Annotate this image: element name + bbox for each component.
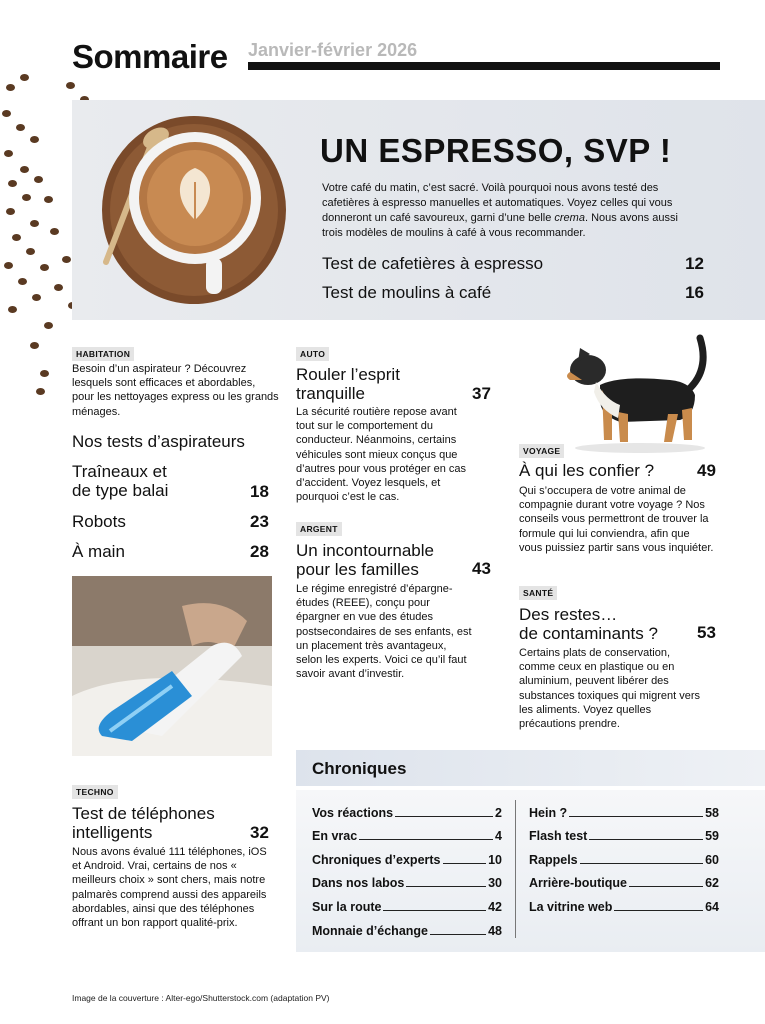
header-rule — [248, 62, 720, 70]
section-tag-voyage: VOYAGE — [519, 444, 564, 458]
leader-line — [406, 886, 486, 887]
leader-line — [569, 816, 703, 817]
habitation-blurb: Besoin d’un aspirateur ? Découvrez lesquels sont efficaces et abordables, pour les nettoyages express ou les grands ménages. — [72, 363, 279, 418]
leader-line — [395, 816, 493, 817]
auto-heading[interactable] — [296, 365, 400, 403]
heading-line: de contaminants ? — [519, 624, 658, 643]
chronique-page: 42 — [488, 900, 502, 914]
leader-line — [443, 863, 487, 864]
section-tag-argent: ARGENT — [296, 522, 342, 536]
section-tag-auto: AUTO — [296, 347, 329, 361]
chronique-page: 48 — [488, 924, 502, 938]
habitation-heading: Nos tests d’aspirateurs — [72, 432, 245, 451]
handheld-vacuum-photo — [72, 576, 272, 756]
habitation-page-traineaux: 18 — [250, 482, 269, 501]
chronique-item[interactable] — [529, 900, 719, 914]
chronique-item[interactable] — [529, 853, 719, 867]
chronique-label: Sur la route — [312, 900, 382, 914]
chronique-label: En vrac — [312, 829, 358, 843]
sante-page: 53 — [697, 623, 716, 642]
heading-line: Rouler l’esprit — [296, 365, 400, 384]
chronique-label: Chroniques d’experts — [312, 853, 441, 867]
voyage-heading[interactable]: À qui les confier ? — [519, 461, 655, 480]
chronique-page: 64 — [705, 900, 719, 914]
hero-item-label: Test de moulins à café — [322, 283, 492, 302]
leader-line — [430, 934, 486, 935]
section-tag-sante: SANTÉ — [519, 586, 557, 600]
chronique-page: 59 — [705, 829, 719, 843]
chronique-item[interactable] — [312, 853, 502, 867]
hero-item-label: Test de cafetières à espresso — [322, 254, 544, 273]
chronique-label: Dans nos labos — [312, 876, 405, 890]
sante-heading[interactable] — [519, 605, 658, 643]
item-label-line: de type balai — [72, 481, 169, 500]
voyage-blurb: Qui s’occupera de votre animal de compagnie durant votre voyage ? Nos conseils vous permettront de trouver la formule qui lui conviendra, afin que vous puissiez partir sans vous inquiéter. — [519, 485, 714, 554]
hero-intro: Votre café du matin, c’est sacré. Voilà pourquoi nous avons testé des cafetières à espresso manuelles et automatiques. Voyez celles qui vous donneront un café savoureux, garni d’une belle crema. Nous avons aussi trois modèles de moulins à café à vous recommander. — [322, 182, 678, 239]
item-label-line: Traîneaux et — [72, 462, 167, 481]
heading-line: pour les familles — [296, 560, 419, 579]
chronique-label: Flash test — [529, 829, 588, 843]
chronique-item[interactable] — [312, 806, 502, 820]
espresso-cup-illustration — [92, 112, 292, 307]
chronique-label: Hein ? — [529, 806, 568, 820]
chronique-item[interactable] — [312, 900, 502, 914]
chronique-label: Monnaie d’échange — [312, 924, 428, 938]
leader-line — [629, 886, 703, 887]
section-tag-habitation: HABITATION — [72, 347, 134, 361]
leader-line — [589, 839, 703, 840]
techno-page: 32 — [250, 823, 269, 842]
hero-title: UN ESPRESSO, SVP ! — [320, 132, 672, 169]
techno-blurb: Nous avons évalué 111 téléphones, iOS et Android. Vrai, certains de nos « meilleurs choix » sont chers, mais notre palmarès comprend aussi des appareils abordables, ainsi que des téléphones offrant un bon rapport qualité-prix. — [72, 846, 267, 930]
chroniques-divider — [515, 800, 516, 938]
habitation-item-traineaux[interactable] — [72, 462, 168, 500]
chronique-item[interactable] — [529, 876, 719, 890]
habitation-item-main[interactable]: À main — [72, 542, 125, 561]
chronique-page: 58 — [705, 806, 719, 820]
auto-blurb: La sécurité routière repose avant tout sur le comportement du conducteur. Néanmoins, certains véhicules sont mieux conçus que d’autres pour vous protéger en cas d’accident. Voyez lesquels, et pourquoi c’est le cas. — [296, 406, 466, 504]
chronique-page: 4 — [495, 829, 502, 843]
chronique-label: Arrière-boutique — [529, 876, 627, 890]
chronique-item[interactable] — [312, 829, 502, 843]
chronique-item[interactable] — [529, 829, 719, 843]
chronique-page: 30 — [488, 876, 502, 890]
heading-line: tranquille — [296, 384, 365, 403]
argent-blurb: Le régime enregistré d’épargne-études (REEE), conçu pour épargner en vue des études postsecondaires de ses enfants, est un placement très avantageux, selon les experts. Voici ce qu’il faut savoir avant d’investir. — [296, 583, 472, 681]
habitation-page-robots: 23 — [250, 512, 269, 531]
heading-line: Test de téléphones — [72, 804, 215, 823]
heading-line: intelligents — [72, 823, 153, 842]
hero-item-grinders[interactable] — [322, 283, 704, 303]
heading-line: Un incontournable — [296, 541, 434, 560]
section-tag-techno: TECHNO — [72, 785, 118, 799]
cover-credit: Image de la couverture : Alter-ego/Shutterstock.com (adaptation PV) — [72, 993, 330, 1003]
habitation-item-robots[interactable]: Robots — [72, 512, 126, 531]
chronique-label: La vitrine web — [529, 900, 613, 914]
chronique-item[interactable] — [529, 806, 719, 820]
hero-item-page: 16 — [685, 283, 704, 302]
hero-item-espresso[interactable] — [322, 254, 704, 274]
issue-date: Janvier-février 2026 — [248, 40, 418, 60]
chronique-item[interactable] — [312, 924, 502, 938]
techno-heading[interactable] — [72, 804, 215, 842]
chronique-page: 10 — [488, 853, 502, 867]
chronique-page: 2 — [495, 806, 502, 820]
chronique-label: Vos réactions — [312, 806, 394, 820]
voyage-page: 49 — [697, 461, 716, 480]
chronique-page: 60 — [705, 853, 719, 867]
chroniques-title: Chroniques — [312, 759, 407, 778]
habitation-page-main: 28 — [250, 542, 269, 561]
leader-line — [383, 910, 486, 911]
hero-item-page: 12 — [685, 254, 704, 273]
leader-line — [614, 910, 703, 911]
auto-page: 37 — [472, 384, 491, 403]
chronique-item[interactable] — [312, 876, 502, 890]
chronique-page: 62 — [705, 876, 719, 890]
argent-heading[interactable] — [296, 541, 434, 579]
argent-page: 43 — [472, 559, 491, 578]
heading-line: Des restes… — [519, 605, 618, 624]
chronique-label: Rappels — [529, 853, 578, 867]
leader-line — [580, 863, 703, 864]
leader-line — [359, 839, 493, 840]
page-title: Sommaire — [72, 38, 228, 75]
sante-blurb: Certains plats de conservation, comme ceux en plastique ou en aluminium, peuvent libérer des substances toxiques qui migrent vers les aliments. Voyez quelles précautions prendre. — [519, 647, 700, 731]
dog-photo — [560, 330, 720, 455]
